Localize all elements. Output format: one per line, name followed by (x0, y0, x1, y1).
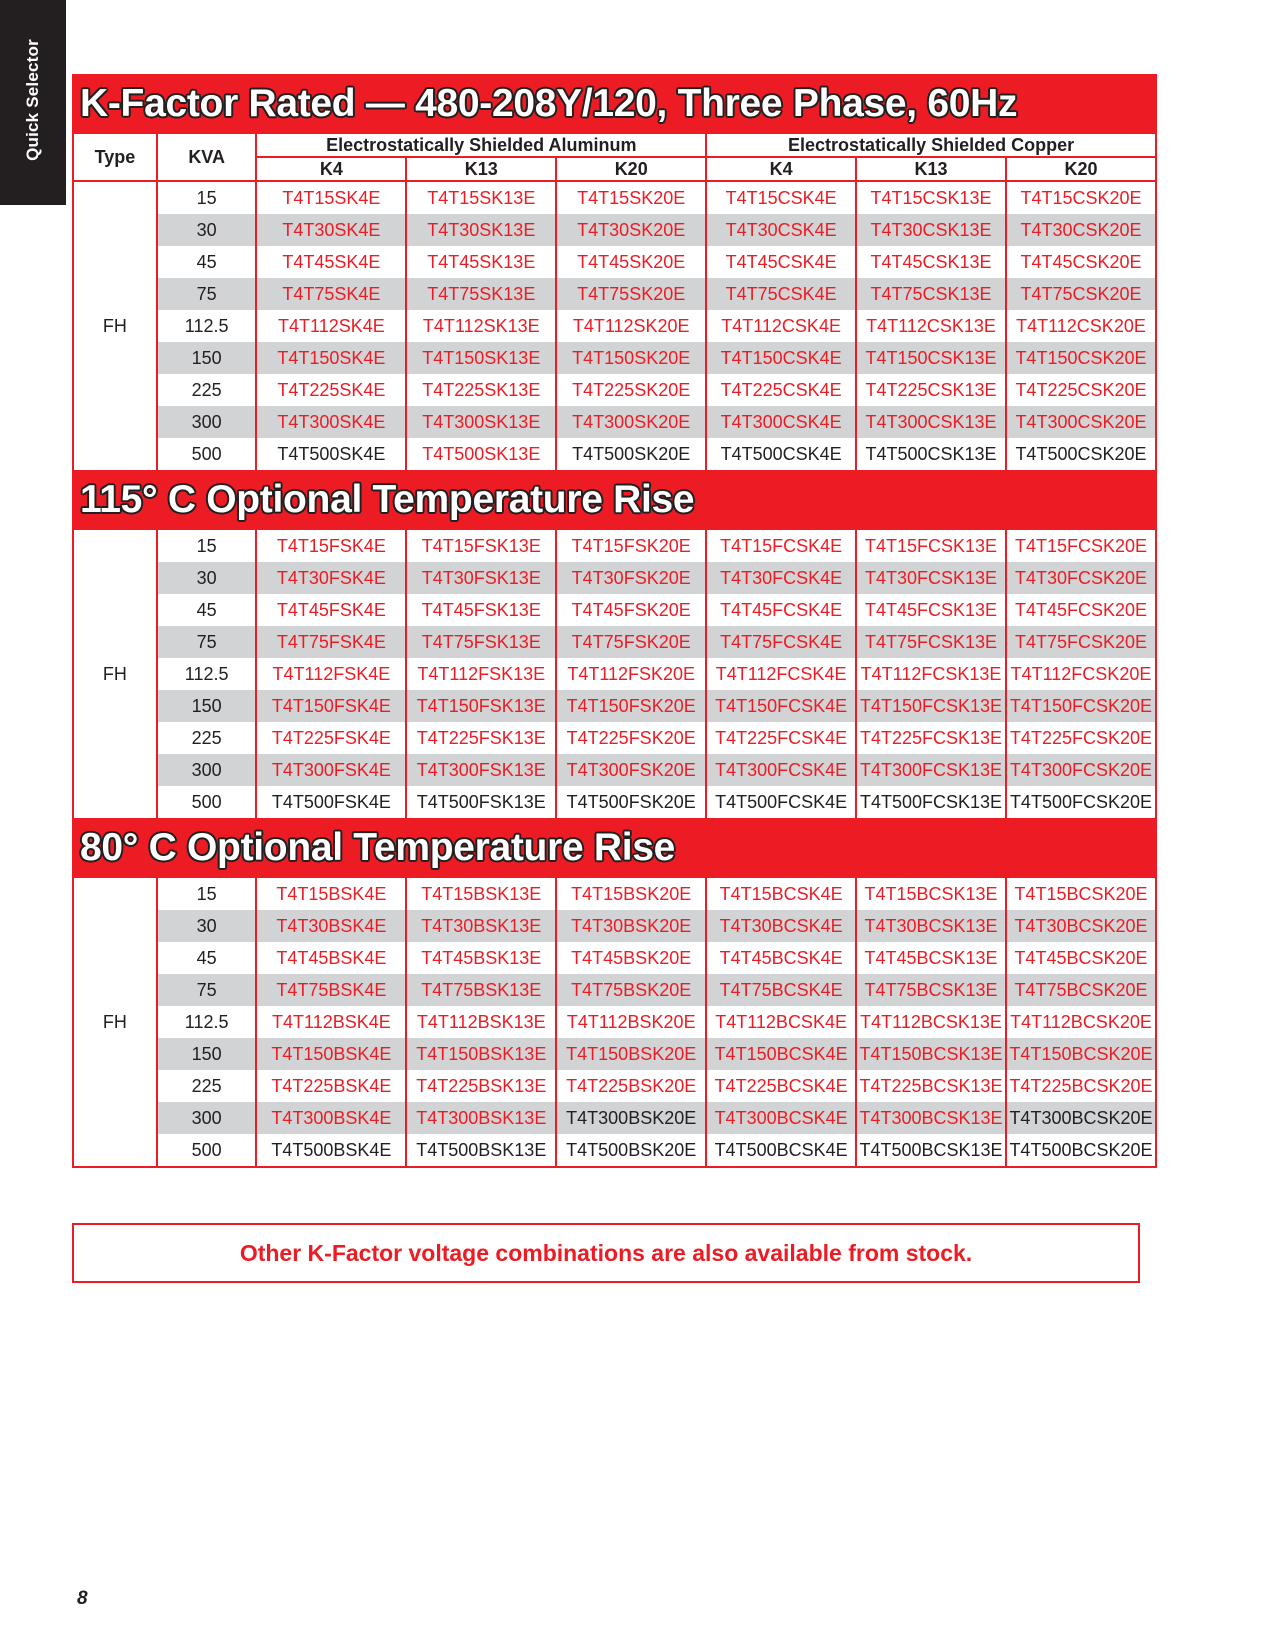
type-cell: FH (73, 181, 157, 471)
kva-cell: 150 (157, 342, 257, 374)
catalog-number-cell: T4T30SK20E (556, 214, 706, 246)
catalog-number-cell: T4T500FSK13E (406, 786, 556, 819)
kva-cell: 150 (157, 690, 257, 722)
catalog-number-cell: T4T500CSK20E (1006, 438, 1156, 471)
table-row (73, 658, 1156, 690)
catalog-number-cell: T4T45BCSK4E (706, 942, 856, 974)
kva-cell: 45 (157, 246, 257, 278)
catalog-number-cell: T4T500BCSK13E (856, 1134, 1006, 1167)
catalog-number-cell: T4T75CSK20E (1006, 278, 1156, 310)
catalog-number-cell: T4T112CSK13E (856, 310, 1006, 342)
catalog-number-cell: T4T112BCSK20E (1006, 1006, 1156, 1038)
catalog-number-cell: T4T150FCSK4E (706, 690, 856, 722)
catalog-number-cell: T4T30CSK4E (706, 214, 856, 246)
catalog-number-cell: T4T15BSK4E (256, 877, 406, 910)
catalog-number-cell: T4T150SK20E (556, 342, 706, 374)
catalog-number-cell: T4T45BCSK20E (1006, 942, 1156, 974)
catalog-number-cell: T4T112FSK20E (556, 658, 706, 690)
catalog-number-cell: T4T75BSK13E (406, 974, 556, 1006)
catalog-number-cell: T4T225BCSK13E (856, 1070, 1006, 1102)
table-row (73, 690, 1156, 722)
catalog-number-cell: T4T45BSK20E (556, 942, 706, 974)
catalog-number-cell: T4T75BCSK4E (706, 974, 856, 1006)
catalog-number-cell: T4T150BCSK20E (1006, 1038, 1156, 1070)
catalog-number-cell: T4T75BSK4E (256, 974, 406, 1006)
catalog-number-cell: T4T500FSK20E (556, 786, 706, 819)
catalog-number-cell: T4T45SK13E (406, 246, 556, 278)
catalog-number-cell: T4T112BSK20E (556, 1006, 706, 1038)
catalog-number-cell: T4T300FCSK13E (856, 754, 1006, 786)
catalog-number-cell: T4T112BCSK4E (706, 1006, 856, 1038)
catalog-number-cell: T4T75BSK20E (556, 974, 706, 1006)
catalog-number-cell: T4T112BSK13E (406, 1006, 556, 1038)
catalog-number-cell: T4T75BCSK13E (856, 974, 1006, 1006)
aluminum-header: Electrostatically Shielded Aluminum (256, 133, 706, 157)
kva-cell: 112.5 (157, 310, 257, 342)
k-rating-header-k13: K13 (406, 157, 556, 181)
kva-header: KVA (157, 133, 257, 181)
catalog-number-cell: T4T500CSK4E (706, 438, 856, 471)
catalog-number-cell: T4T300CSK4E (706, 406, 856, 438)
catalog-number-cell: T4T225FSK13E (406, 722, 556, 754)
table-row (73, 786, 1156, 819)
kva-cell: 45 (157, 942, 257, 974)
catalog-number-cell: T4T150CSK13E (856, 342, 1006, 374)
table-row (73, 1038, 1156, 1070)
kva-cell: 500 (157, 786, 257, 819)
catalog-number-cell: T4T500SK4E (256, 438, 406, 471)
kva-cell: 112.5 (157, 658, 257, 690)
catalog-number-cell: T4T500FSK4E (256, 786, 406, 819)
catalog-number-cell: T4T500BSK4E (256, 1134, 406, 1167)
catalog-number-cell: T4T75SK20E (556, 278, 706, 310)
catalog-number-cell: T4T30FSK4E (256, 562, 406, 594)
k-rating-header-k20: K20 (556, 157, 706, 181)
catalog-number-cell: T4T112CSK4E (706, 310, 856, 342)
catalog-number-cell: T4T150FSK20E (556, 690, 706, 722)
catalog-number-cell: T4T500BSK20E (556, 1134, 706, 1167)
catalog-number-cell: T4T300FSK20E (556, 754, 706, 786)
table-row (73, 877, 1156, 910)
catalog-number-cell: T4T112SK4E (256, 310, 406, 342)
kva-cell: 30 (157, 562, 257, 594)
catalog-number-cell: T4T75SK4E (256, 278, 406, 310)
catalog-number-cell: T4T150BSK13E (406, 1038, 556, 1070)
catalog-number-cell: T4T300BCSK20E (1006, 1102, 1156, 1134)
side-tab-label: Quick Selector (23, 39, 42, 161)
catalog-number-cell: T4T45CSK20E (1006, 246, 1156, 278)
catalog-number-cell: T4T30BSK13E (406, 910, 556, 942)
catalog-number-cell: T4T45SK4E (256, 246, 406, 278)
catalog-number-cell: T4T225FSK4E (256, 722, 406, 754)
table-row (73, 438, 1156, 471)
stock-note (72, 1223, 1140, 1283)
catalog-number-cell: T4T225SK13E (406, 374, 556, 406)
catalog-number-cell: T4T112FCSK13E (856, 658, 1006, 690)
table-row (73, 1134, 1156, 1167)
kfactor-table (72, 74, 1157, 1168)
catalog-number-cell: T4T500BCSK4E (706, 1134, 856, 1167)
type-header: Type (73, 133, 157, 181)
quick-selector-tab (0, 0, 66, 205)
section-banner (73, 471, 1156, 529)
table-row (73, 342, 1156, 374)
catalog-number-cell: T4T45BSK13E (406, 942, 556, 974)
catalog-number-cell: T4T45FSK20E (556, 594, 706, 626)
catalog-number-cell: T4T300SK20E (556, 406, 706, 438)
catalog-number-cell: T4T15SK13E (406, 181, 556, 214)
catalog-number-cell: T4T150BSK4E (256, 1038, 406, 1070)
kva-cell: 45 (157, 594, 257, 626)
table-row (73, 562, 1156, 594)
catalog-number-cell: T4T15SK4E (256, 181, 406, 214)
catalog-number-cell: T4T300BSK13E (406, 1102, 556, 1134)
catalog-number-cell: T4T225FCSK4E (706, 722, 856, 754)
table-row (73, 529, 1156, 562)
catalog-number-cell: T4T15FSK4E (256, 529, 406, 562)
catalog-number-cell: T4T15BCSK4E (706, 877, 856, 910)
catalog-number-cell: T4T225BSK4E (256, 1070, 406, 1102)
catalog-number-cell: T4T75FSK20E (556, 626, 706, 658)
kva-cell: 15 (157, 181, 257, 214)
kva-cell: 75 (157, 278, 257, 310)
table-row (73, 910, 1156, 942)
catalog-number-cell: T4T150SK13E (406, 342, 556, 374)
catalog-number-cell: T4T112SK20E (556, 310, 706, 342)
k-rating-header-k4: K4 (256, 157, 406, 181)
catalog-number-cell: T4T225BSK20E (556, 1070, 706, 1102)
catalog-number-cell: T4T45BSK4E (256, 942, 406, 974)
header-row (73, 133, 1156, 157)
catalog-number-cell: T4T300BSK20E (556, 1102, 706, 1134)
table-row (73, 942, 1156, 974)
catalog-number-cell: T4T45SK20E (556, 246, 706, 278)
catalog-number-cell: T4T300FCSK4E (706, 754, 856, 786)
table-row (73, 246, 1156, 278)
catalog-number-cell: T4T112FSK13E (406, 658, 556, 690)
catalog-number-cell: T4T225FCSK13E (856, 722, 1006, 754)
catalog-number-cell: T4T300FSK13E (406, 754, 556, 786)
catalog-number-cell: T4T45FSK13E (406, 594, 556, 626)
catalog-number-cell: T4T225CSK20E (1006, 374, 1156, 406)
catalog-number-cell: T4T30BSK20E (556, 910, 706, 942)
catalog-number-cell: T4T15FCSK4E (706, 529, 856, 562)
k-rating-header-k13: K13 (856, 157, 1006, 181)
catalog-number-cell: T4T15SK20E (556, 181, 706, 214)
section-banner (73, 819, 1156, 877)
catalog-number-cell: T4T75CSK4E (706, 278, 856, 310)
catalog-number-cell: T4T30FCSK13E (856, 562, 1006, 594)
catalog-number-cell: T4T150FCSK20E (1006, 690, 1156, 722)
catalog-number-cell: T4T30SK4E (256, 214, 406, 246)
kva-cell: 150 (157, 1038, 257, 1070)
catalog-number-cell: T4T112SK13E (406, 310, 556, 342)
catalog-number-cell: T4T112FSK4E (256, 658, 406, 690)
section-title: 115° C Optional Temperature Rise (80, 478, 695, 521)
catalog-number-cell: T4T225BSK13E (406, 1070, 556, 1102)
catalog-number-cell: T4T112BSK4E (256, 1006, 406, 1038)
catalog-number-cell: T4T112CSK20E (1006, 310, 1156, 342)
catalog-number-cell: T4T150BCSK13E (856, 1038, 1006, 1070)
catalog-number-cell: T4T225CSK4E (706, 374, 856, 406)
catalog-number-cell: T4T300FCSK20E (1006, 754, 1156, 786)
section-title: K-Factor Rated — 480-208Y/120, Three Phase, 60Hz (80, 82, 1018, 125)
catalog-number-cell: T4T15CSK13E (856, 181, 1006, 214)
catalog-number-cell: T4T500BCSK20E (1006, 1134, 1156, 1167)
kva-cell: 225 (157, 374, 257, 406)
section-banner (73, 75, 1156, 133)
catalog-number-cell: T4T150CSK4E (706, 342, 856, 374)
k-rating-header-k4: K4 (706, 157, 856, 181)
catalog-number-cell: T4T150BCSK4E (706, 1038, 856, 1070)
catalog-number-cell: T4T30CSK20E (1006, 214, 1156, 246)
kva-cell: 300 (157, 754, 257, 786)
table-row (73, 974, 1156, 1006)
table-row (73, 214, 1156, 246)
catalog-number-cell: T4T500CSK13E (856, 438, 1006, 471)
catalog-number-cell: T4T45FSK4E (256, 594, 406, 626)
catalog-number-cell: T4T75FCSK13E (856, 626, 1006, 658)
kva-cell: 30 (157, 214, 257, 246)
catalog-number-cell: T4T150SK4E (256, 342, 406, 374)
catalog-number-cell: T4T500BSK13E (406, 1134, 556, 1167)
catalog-number-cell: T4T225BCSK4E (706, 1070, 856, 1102)
catalog-number-cell: T4T300CSK20E (1006, 406, 1156, 438)
catalog-number-cell: T4T500FCSK4E (706, 786, 856, 819)
catalog-number-cell: T4T500SK20E (556, 438, 706, 471)
table-row (73, 722, 1156, 754)
catalog-number-cell: T4T15BSK13E (406, 877, 556, 910)
catalog-number-cell: T4T500FCSK20E (1006, 786, 1156, 819)
catalog-number-cell: T4T30FCSK4E (706, 562, 856, 594)
catalog-number-cell: T4T15CSK4E (706, 181, 856, 214)
kva-cell: 225 (157, 722, 257, 754)
catalog-number-cell: T4T75SK13E (406, 278, 556, 310)
catalog-number-cell: T4T15BCSK13E (856, 877, 1006, 910)
catalog-number-cell: T4T30SK13E (406, 214, 556, 246)
k-rating-header-k20: K20 (1006, 157, 1156, 181)
catalog-number-cell: T4T75BCSK20E (1006, 974, 1156, 1006)
catalog-number-cell: T4T75FCSK20E (1006, 626, 1156, 658)
table-row (73, 406, 1156, 438)
catalog-number-cell: T4T225CSK13E (856, 374, 1006, 406)
kva-cell: 15 (157, 529, 257, 562)
catalog-number-cell: T4T300CSK13E (856, 406, 1006, 438)
kva-cell: 300 (157, 1102, 257, 1134)
catalog-number-cell: T4T150BSK20E (556, 1038, 706, 1070)
catalog-number-cell: T4T300SK4E (256, 406, 406, 438)
catalog-number-cell: T4T300BSK4E (256, 1102, 406, 1134)
catalog-number-cell: T4T45FCSK4E (706, 594, 856, 626)
table-row (73, 374, 1156, 406)
catalog-number-cell: T4T112BCSK13E (856, 1006, 1006, 1038)
catalog-number-cell: T4T225SK4E (256, 374, 406, 406)
catalog-number-cell: T4T30BSK4E (256, 910, 406, 942)
catalog-number-cell: T4T30BCSK13E (856, 910, 1006, 942)
kva-cell: 15 (157, 877, 257, 910)
catalog-number-cell: T4T500SK13E (406, 438, 556, 471)
catalog-number-cell: T4T150FCSK13E (856, 690, 1006, 722)
catalog-number-cell: T4T225FSK20E (556, 722, 706, 754)
catalog-number-cell: T4T45CSK13E (856, 246, 1006, 278)
table-row (73, 310, 1156, 342)
catalog-number-cell: T4T15CSK20E (1006, 181, 1156, 214)
catalog-number-cell: T4T30FCSK20E (1006, 562, 1156, 594)
table-row (73, 626, 1156, 658)
catalog-number-cell: T4T75FCSK4E (706, 626, 856, 658)
catalog-number-cell: T4T150FSK4E (256, 690, 406, 722)
catalog-number-cell: T4T30FSK13E (406, 562, 556, 594)
catalog-number-cell: T4T15FSK13E (406, 529, 556, 562)
type-cell: FH (73, 529, 157, 819)
kva-cell: 75 (157, 626, 257, 658)
catalog-number-cell: T4T45CSK4E (706, 246, 856, 278)
catalog-number-cell: T4T300FSK4E (256, 754, 406, 786)
kva-cell: 300 (157, 406, 257, 438)
catalog-number-cell: T4T300BCSK13E (856, 1102, 1006, 1134)
table-row (73, 754, 1156, 786)
catalog-number-cell: T4T15FCSK20E (1006, 529, 1156, 562)
kva-cell: 500 (157, 438, 257, 471)
catalog-number-cell: T4T45BCSK13E (856, 942, 1006, 974)
catalog-number-cell: T4T300BCSK4E (706, 1102, 856, 1134)
catalog-number-cell: T4T15FSK20E (556, 529, 706, 562)
catalog-number-cell: T4T45FCSK20E (1006, 594, 1156, 626)
catalog-number-cell: T4T225SK20E (556, 374, 706, 406)
catalog-number-cell: T4T75FSK4E (256, 626, 406, 658)
catalog-number-cell: T4T30FSK20E (556, 562, 706, 594)
stock-note-text: Other K-Factor voltage combinations are also available from stock. (239, 1239, 973, 1266)
catalog-number-cell: T4T30BCSK20E (1006, 910, 1156, 942)
kva-cell: 225 (157, 1070, 257, 1102)
catalog-number-cell: T4T45FCSK13E (856, 594, 1006, 626)
catalog-number-cell: T4T150CSK20E (1006, 342, 1156, 374)
catalog-number-cell: T4T30BCSK4E (706, 910, 856, 942)
type-cell: FH (73, 877, 157, 1167)
kva-cell: 112.5 (157, 1006, 257, 1038)
catalog-number-cell: T4T15BSK20E (556, 877, 706, 910)
kva-cell: 500 (157, 1134, 257, 1167)
catalog-number-cell: T4T15FCSK13E (856, 529, 1006, 562)
table-row (73, 1070, 1156, 1102)
table-row (73, 181, 1156, 214)
catalog-number-cell: T4T75FSK13E (406, 626, 556, 658)
page-number: 8 (77, 1588, 88, 1609)
catalog-number-cell: T4T15BCSK20E (1006, 877, 1156, 910)
catalog-number-cell: T4T112FCSK20E (1006, 658, 1156, 690)
catalog-number-cell: T4T75CSK13E (856, 278, 1006, 310)
table-row (73, 1006, 1156, 1038)
section-title: 80° C Optional Temperature Rise (80, 826, 676, 869)
kva-cell: 75 (157, 974, 257, 1006)
catalog-number-cell: T4T300SK13E (406, 406, 556, 438)
copper-header: Electrostatically Shielded Copper (706, 133, 1156, 157)
catalog-number-cell: T4T225FCSK20E (1006, 722, 1156, 754)
table-row (73, 594, 1156, 626)
catalog-number-cell: T4T30CSK13E (856, 214, 1006, 246)
table-row (73, 1102, 1156, 1134)
catalog-number-cell: T4T225BCSK20E (1006, 1070, 1156, 1102)
catalog-number-cell: T4T500FCSK13E (856, 786, 1006, 819)
table-row (73, 278, 1156, 310)
kva-cell: 30 (157, 910, 257, 942)
catalog-number-cell: T4T112FCSK4E (706, 658, 856, 690)
catalog-number-cell: T4T150FSK13E (406, 690, 556, 722)
